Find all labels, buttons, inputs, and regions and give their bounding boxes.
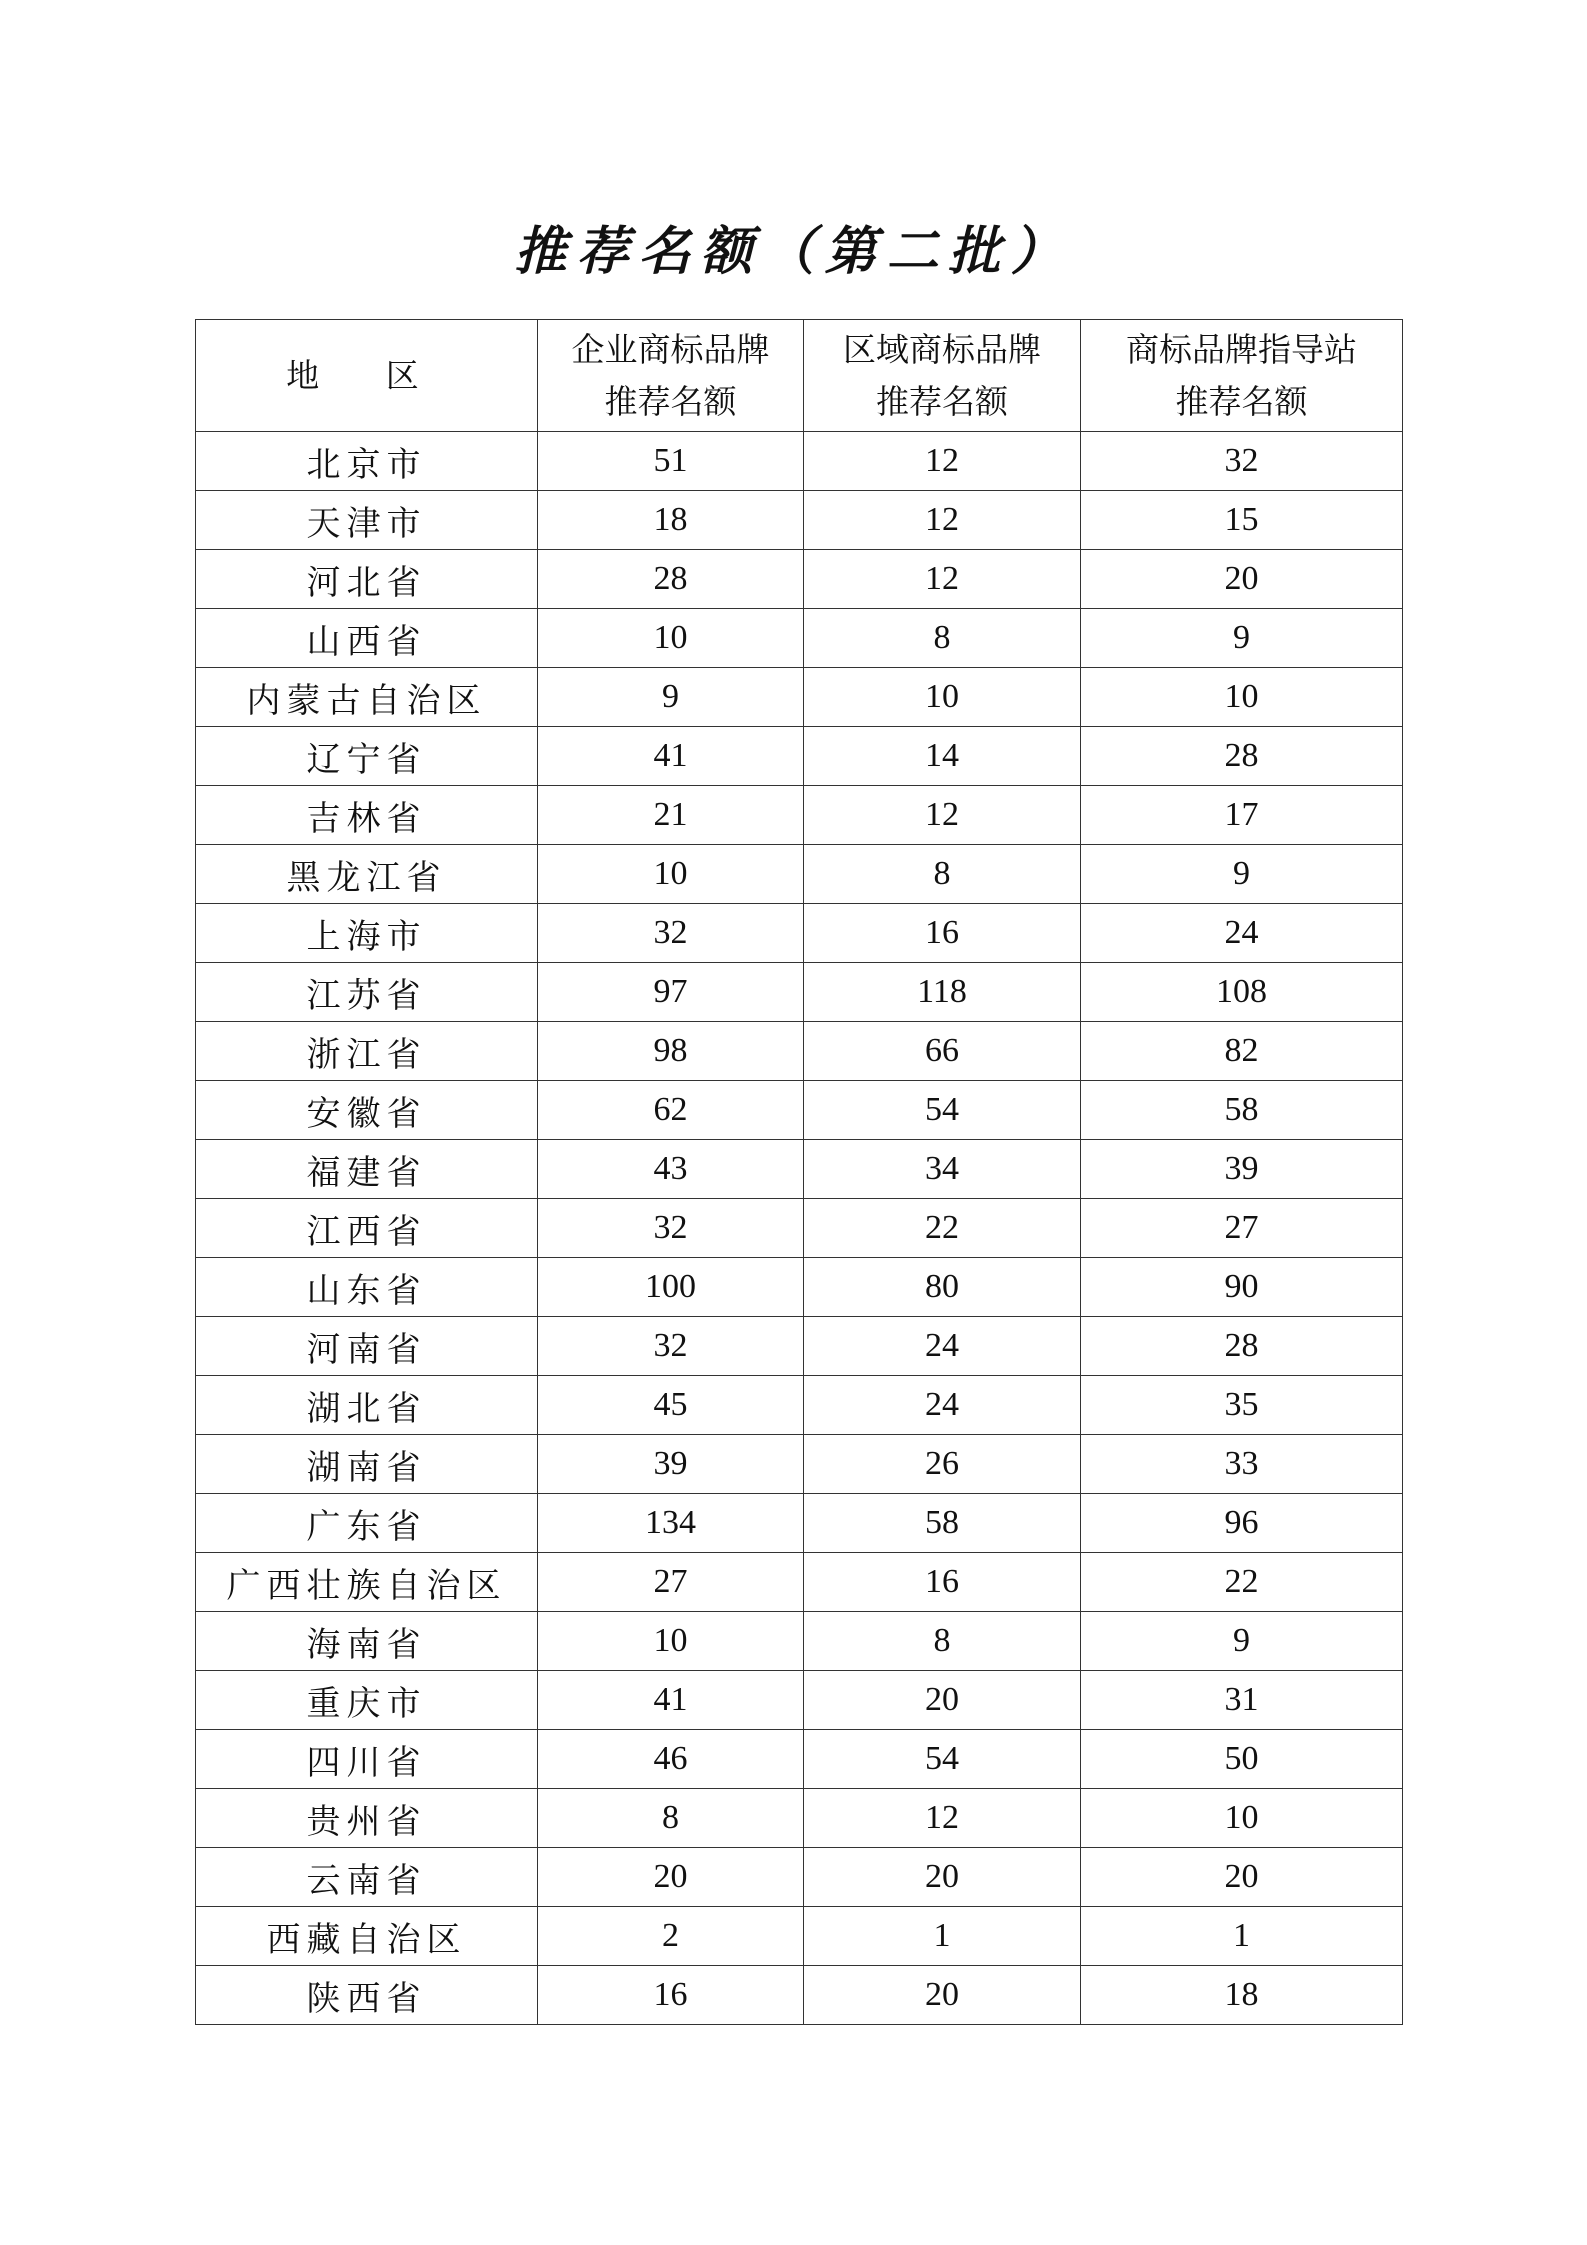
- station-quota-cell: 28: [1081, 1317, 1403, 1376]
- region-cell: 湖南省: [196, 1435, 538, 1494]
- area-quota-cell: 10: [804, 668, 1081, 727]
- enterprise-quota-cell: 97: [538, 963, 804, 1022]
- table-row: [196, 668, 1403, 727]
- station-quota-cell: 18: [1081, 1966, 1403, 2025]
- region-cell: 黑龙江省: [196, 845, 538, 904]
- header-station: [1081, 320, 1403, 432]
- table-row: [196, 1553, 1403, 1612]
- table-row: [196, 1022, 1403, 1081]
- header-area: [804, 320, 1081, 432]
- region-cell: 吉林省: [196, 786, 538, 845]
- station-quota-cell: 20: [1081, 1848, 1403, 1907]
- region-cell: 广西壮族自治区: [196, 1553, 538, 1612]
- area-quota-cell: 8: [804, 609, 1081, 668]
- area-quota-cell: 20: [804, 1848, 1081, 1907]
- table-row: [196, 1317, 1403, 1376]
- area-quota-cell: 24: [804, 1317, 1081, 1376]
- table-header-row: [196, 320, 1403, 432]
- enterprise-quota-cell: 32: [538, 1199, 804, 1258]
- header-enterprise-line2: 推荐名额: [604, 381, 737, 421]
- station-quota-cell: 31: [1081, 1671, 1403, 1730]
- region-cell: 河南省: [196, 1317, 538, 1376]
- table-row: [196, 1907, 1403, 1966]
- header-area-line1: 区域商标品牌: [843, 329, 1041, 369]
- table-row: [196, 845, 1403, 904]
- table-row: [196, 1435, 1403, 1494]
- table-row: [196, 1671, 1403, 1730]
- enterprise-quota-cell: 45: [538, 1376, 804, 1435]
- region-cell: 西藏自治区: [196, 1907, 538, 1966]
- station-quota-cell: 39: [1081, 1140, 1403, 1199]
- station-quota-cell: 20: [1081, 550, 1403, 609]
- enterprise-quota-cell: 10: [538, 1612, 804, 1671]
- table-row: [196, 1376, 1403, 1435]
- region-cell: 河北省: [196, 550, 538, 609]
- enterprise-quota-cell: 41: [538, 1671, 804, 1730]
- area-quota-cell: 80: [804, 1258, 1081, 1317]
- area-quota-cell: 24: [804, 1376, 1081, 1435]
- enterprise-quota-cell: 32: [538, 1317, 804, 1376]
- area-quota-cell: 12: [804, 432, 1081, 491]
- enterprise-quota-cell: 2: [538, 1907, 804, 1966]
- area-quota-cell: 12: [804, 491, 1081, 550]
- station-quota-cell: 33: [1081, 1435, 1403, 1494]
- enterprise-quota-cell: 39: [538, 1435, 804, 1494]
- table-row: [196, 1258, 1403, 1317]
- area-quota-cell: 58: [804, 1494, 1081, 1553]
- station-quota-cell: 96: [1081, 1494, 1403, 1553]
- header-area-line2: 推荐名额: [876, 381, 1008, 421]
- header-enterprise-line1: 企业商标品牌: [571, 329, 770, 369]
- enterprise-quota-cell: 46: [538, 1730, 804, 1789]
- table-row: [196, 786, 1403, 845]
- station-quota-cell: 1: [1081, 1907, 1403, 1966]
- region-cell: 辽宁省: [196, 727, 538, 786]
- region-cell: 浙江省: [196, 1022, 538, 1081]
- table-row: [196, 1848, 1403, 1907]
- region-cell: 内蒙古自治区: [196, 668, 538, 727]
- table-row: [196, 432, 1403, 491]
- area-quota-cell: 20: [804, 1966, 1081, 2025]
- area-quota-cell: 20: [804, 1671, 1081, 1730]
- area-quota-cell: 14: [804, 727, 1081, 786]
- enterprise-quota-cell: 51: [538, 432, 804, 491]
- region-cell: 四川省: [196, 1730, 538, 1789]
- area-quota-cell: 22: [804, 1199, 1081, 1258]
- table-row: [196, 1199, 1403, 1258]
- area-quota-cell: 26: [804, 1435, 1081, 1494]
- area-quota-cell: 12: [804, 1789, 1081, 1848]
- enterprise-quota-cell: 32: [538, 904, 804, 963]
- enterprise-quota-cell: 16: [538, 1966, 804, 2025]
- region-cell: 云南省: [196, 1848, 538, 1907]
- enterprise-quota-cell: 9: [538, 668, 804, 727]
- enterprise-quota-cell: 8: [538, 1789, 804, 1848]
- table-row: [196, 1789, 1403, 1848]
- station-quota-cell: 35: [1081, 1376, 1403, 1435]
- region-cell: 山东省: [196, 1258, 538, 1317]
- enterprise-quota-cell: 18: [538, 491, 804, 550]
- table-row: [196, 491, 1403, 550]
- table-row: [196, 963, 1403, 1022]
- region-cell: 上海市: [196, 904, 538, 963]
- station-quota-cell: 10: [1081, 668, 1403, 727]
- table-row: [196, 727, 1403, 786]
- area-quota-cell: 54: [804, 1081, 1081, 1140]
- region-cell: 广东省: [196, 1494, 538, 1553]
- enterprise-quota-cell: 10: [538, 845, 804, 904]
- table-row: [196, 1612, 1403, 1671]
- table-row: [196, 1081, 1403, 1140]
- page-title: 推荐名额（第二批）: [514, 221, 1073, 282]
- region-cell: 重庆市: [196, 1671, 538, 1730]
- enterprise-quota-cell: 98: [538, 1022, 804, 1081]
- header-station-line1: 商标品牌指导站: [1126, 329, 1357, 369]
- region-cell: 安徽省: [196, 1081, 538, 1140]
- enterprise-quota-cell: 27: [538, 1553, 804, 1612]
- enterprise-quota-cell: 134: [538, 1494, 804, 1553]
- station-quota-cell: 9: [1081, 1612, 1403, 1671]
- region-cell: 陕西省: [196, 1966, 538, 2025]
- station-quota-cell: 28: [1081, 727, 1403, 786]
- enterprise-quota-cell: 41: [538, 727, 804, 786]
- station-quota-cell: 108: [1081, 963, 1403, 1022]
- area-quota-cell: 12: [804, 786, 1081, 845]
- region-cell: 山西省: [196, 609, 538, 668]
- header-region: 地 区: [196, 320, 538, 432]
- area-quota-cell: 8: [804, 845, 1081, 904]
- enterprise-quota-cell: 100: [538, 1258, 804, 1317]
- station-quota-cell: 32: [1081, 432, 1403, 491]
- enterprise-quota-cell: 43: [538, 1140, 804, 1199]
- table-row: [196, 1730, 1403, 1789]
- station-quota-cell: 17: [1081, 786, 1403, 845]
- area-quota-cell: 1: [804, 1907, 1081, 1966]
- station-quota-cell: 9: [1081, 609, 1403, 668]
- table-row: [196, 609, 1403, 668]
- area-quota-cell: 66: [804, 1022, 1081, 1081]
- area-quota-cell: 12: [804, 550, 1081, 609]
- region-cell: 福建省: [196, 1140, 538, 1199]
- region-cell: 贵州省: [196, 1789, 538, 1848]
- station-quota-cell: 27: [1081, 1199, 1403, 1258]
- table-row: [196, 1140, 1403, 1199]
- header-station-line2: 推荐名额: [1175, 381, 1308, 421]
- area-quota-cell: 16: [804, 1553, 1081, 1612]
- table-row: [196, 550, 1403, 609]
- station-quota-cell: 10: [1081, 1789, 1403, 1848]
- region-cell: 海南省: [196, 1612, 538, 1671]
- area-quota-cell: 34: [804, 1140, 1081, 1199]
- station-quota-cell: 58: [1081, 1081, 1403, 1140]
- area-quota-cell: 118: [804, 963, 1081, 1022]
- station-quota-cell: 9: [1081, 845, 1403, 904]
- region-cell: 天津市: [196, 491, 538, 550]
- region-cell: 江西省: [196, 1199, 538, 1258]
- enterprise-quota-cell: 21: [538, 786, 804, 845]
- table-row: [196, 1494, 1403, 1553]
- table-row: [196, 904, 1403, 963]
- area-quota-cell: 8: [804, 1612, 1081, 1671]
- enterprise-quota-cell: 28: [538, 550, 804, 609]
- station-quota-cell: 82: [1081, 1022, 1403, 1081]
- area-quota-cell: 16: [804, 904, 1081, 963]
- table-row: [196, 1966, 1403, 2025]
- station-quota-cell: 24: [1081, 904, 1403, 963]
- region-cell: 湖北省: [196, 1376, 538, 1435]
- station-quota-cell: 15: [1081, 491, 1403, 550]
- area-quota-cell: 54: [804, 1730, 1081, 1789]
- table-body: [196, 432, 1403, 2025]
- header-enterprise: [538, 320, 804, 432]
- enterprise-quota-cell: 10: [538, 609, 804, 668]
- station-quota-cell: 50: [1081, 1730, 1403, 1789]
- station-quota-cell: 22: [1081, 1553, 1403, 1612]
- enterprise-quota-cell: 62: [538, 1081, 804, 1140]
- station-quota-cell: 90: [1081, 1258, 1403, 1317]
- enterprise-quota-cell: 20: [538, 1848, 804, 1907]
- quota-table: [195, 319, 1403, 2025]
- region-cell: 北京市: [196, 432, 538, 491]
- region-cell: 江苏省: [196, 963, 538, 1022]
